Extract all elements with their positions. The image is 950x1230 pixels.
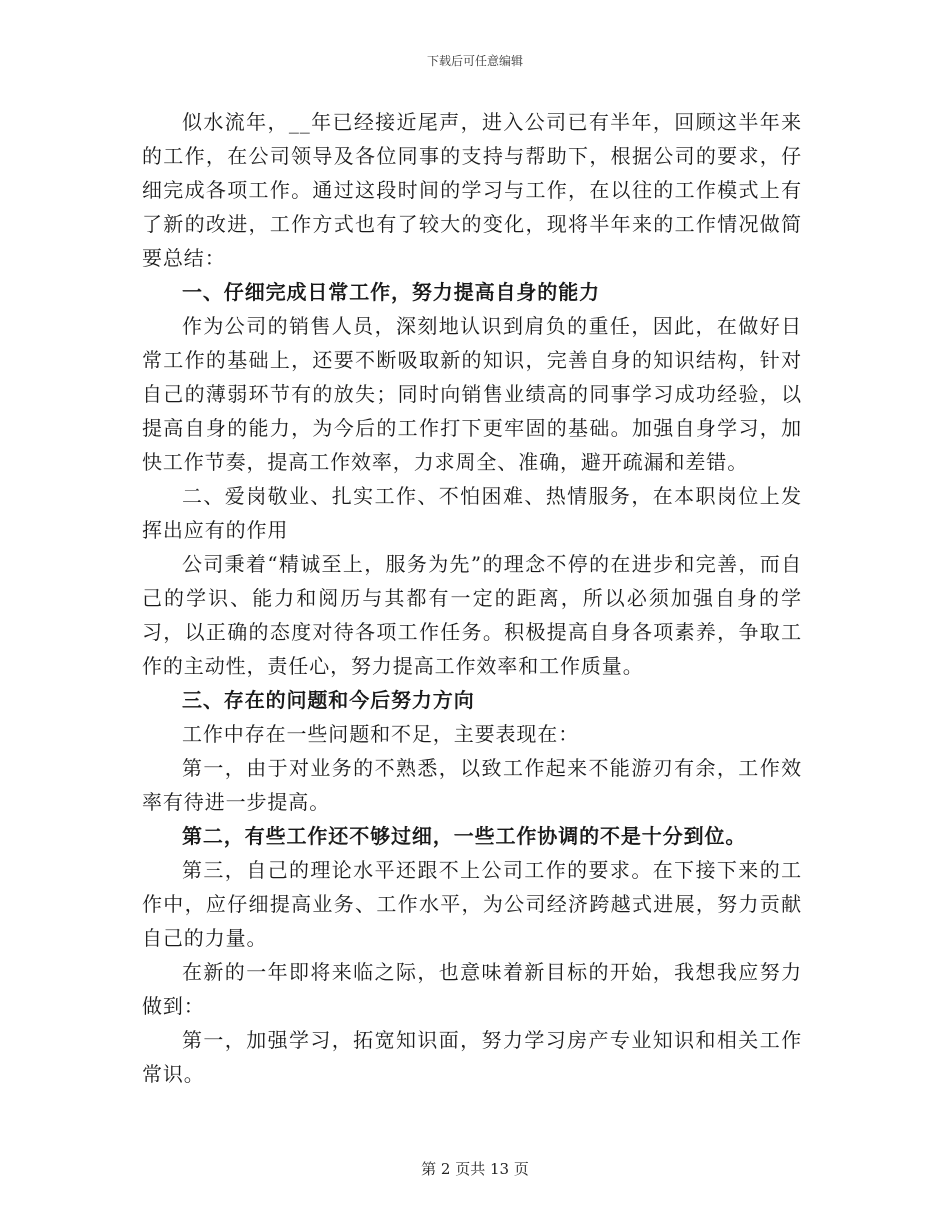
- section-heading-3: 三、存在的问题和今后努力方向: [182, 688, 475, 712]
- page-footer: 第 2 页共 13 页: [421, 1160, 529, 1178]
- paragraph-goal-1: 第一，加强学习，拓宽知识面，努力学习房产专业知识和相关工作常识。: [142, 1028, 802, 1086]
- section-heading-1: 一、仔细完成日常工作，努力提高自身的能力: [182, 280, 600, 304]
- paragraph-problem-1: 第一，由于对业务的不熟悉，以致工作起来不能游刃有余，工作效率有待进一步提高。: [142, 756, 802, 814]
- paragraph-intro: 似水流年，__年已经接近尾声，进入公司已有半年，回顾这半年来的工作，在公司领导及各位同事的支持与帮助下，根据公司的要求，仔细完成各项工作。通过这段时间的学习与工作，在以往的工作模式上有了新的改进，工作方式也有了较大的变化，现将半年来的工作情况做简要总结：: [142, 110, 802, 270]
- page-header: 下载后可任意编辑: [426, 54, 523, 68]
- document-body: [142, 105, 802, 1091]
- paragraph-section-2: 公司秉着“精诚至上，服务为先”的理念不停的在进步和完善，而自己的学识、能力和阅历与其都有一定的距离，所以必须加强自身的学习，以正确的态度对待各项工作任务。积极提高自身各项素养，争取工作的主动性，责任心，努力提高工作效率和工作质量。: [142, 552, 802, 678]
- paragraph-section-1: 作为公司的销售人员，深刻地认识到肩负的重任，因此，在做好日常工作的基础上，还要不断吸取新的知识，完善自身的知识结构，针对自己的薄弱环节有的放失；同时向销售业绩高的同事学习成功经验，以提高自身的能力，为今后的工作打下更牢固的基础。加强自身学习，加快工作节奏，提高工作效率，力求周全、准确，避开疏漏和差错。: [142, 314, 802, 474]
- section-heading-2: 二、爱岗敬业、扎实工作、不怕困难、热情服务，在本职岗位上发挥出应有的作用: [142, 484, 802, 542]
- paragraph-new-year: 在新的一年即将来临之际，也意味着新目标的开始，我想我应努力做到：: [142, 960, 802, 1018]
- paragraph-problems-intro: 工作中存在一些问题和不足，主要表现在：: [182, 722, 580, 746]
- paragraph-problem-3: 第三，自己的理论水平还跟不上公司工作的要求。在下接下来的工作中，应仔细提高业务、工作水平，为公司经济跨越式进展，努力贡献自己的力量。: [142, 858, 802, 950]
- paragraph-problem-2: 第二，有些工作还不够过细，一些工作协调的不是十分到位。: [182, 824, 747, 848]
